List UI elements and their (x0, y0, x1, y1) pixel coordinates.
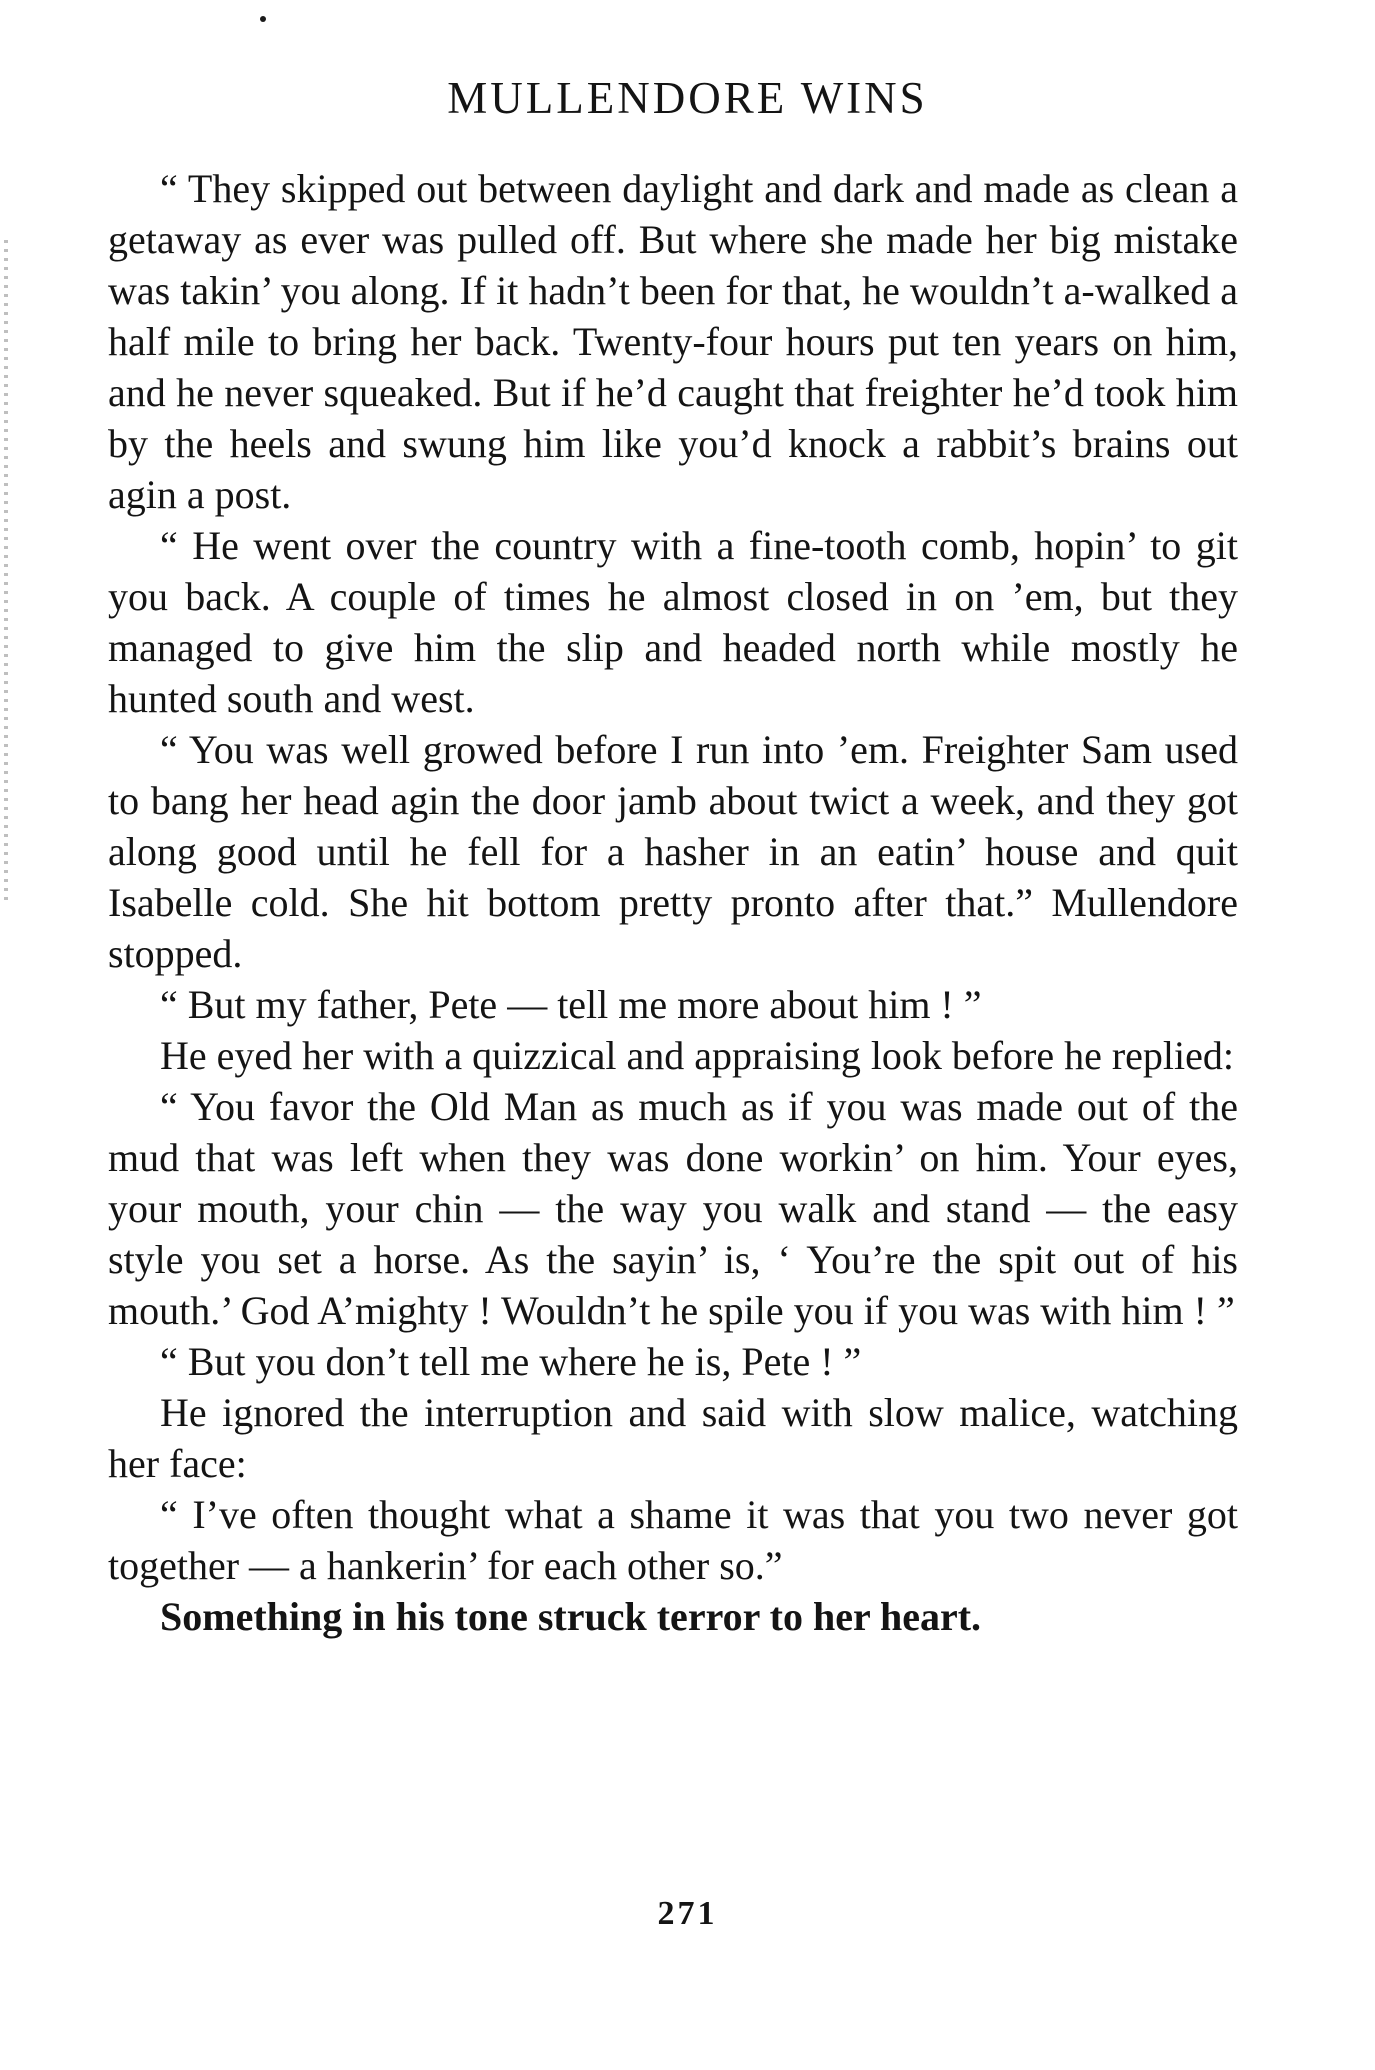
paragraph-1: “ They skipped out between daylight and dark and made as clean a getaway as ever was pulled off. But where she made her big mistake was takin’ you along. If it hadn’t been for that, he wouldn’t a-walked a half mile to bring her back. Twenty-four hours put ten years on him, and he never squeaked. But if he’d caught that freighter he’d took him by the heels and swung him like you’d knock a rabbit’s brains out agin a post. (108, 166, 1238, 517)
gutter-shadow (4, 240, 8, 900)
running-head: MULLENDORE WINS (447, 73, 928, 123)
scan-speck (260, 16, 266, 22)
paragraph-4: “ But my father, Pete — tell me more about him ! ” (160, 982, 982, 1027)
paragraph-2: “ He went over the country with a fine-tooth comb, hopin’ to git you back. A couple of times he almost closed in on ’em, but they managed to give him the slip and headed north while mostly he hunted south and west. (108, 523, 1238, 721)
page-number: 271 (657, 1895, 718, 1932)
body-text (108, 163, 1238, 1642)
paragraph-6: “ You favor the Old Man as much as if you was made out of the mud that was left when they was done workin’ on him. Your eyes, your mouth, your chin — the way you walk and stand — the easy style you set a horse. As the sayin’ is, ‘ You’re the spit out of his mouth.’ God A’mighty ! Wouldn’t he spile you if you was with him ! ” (108, 1084, 1238, 1333)
paragraph-9: “ I’ve often thought what a shame it was that you two never got together — a hankerin’ for each other so.” (108, 1492, 1238, 1588)
paragraph-8: He ignored the interruption and said with slow malice, watching her face: (108, 1390, 1238, 1486)
paragraph-10: Something in his tone struck terror to her heart. (160, 1594, 982, 1639)
paragraph-5: He eyed her with a quizzical and appraising look before he replied: (160, 1033, 1235, 1078)
paragraph-7: “ But you don’t tell me where he is, Pete ! ” (160, 1339, 862, 1384)
paragraph-3: “ You was well growed before I run into ’em. Freighter Sam used to bang her head agin the door jamb about twict a week, and they got along good until he fell for a hasher in an eatin’ house and quit Isabelle cold. She hit bottom pretty pronto after that.” Mullendore stopped. (108, 727, 1238, 976)
